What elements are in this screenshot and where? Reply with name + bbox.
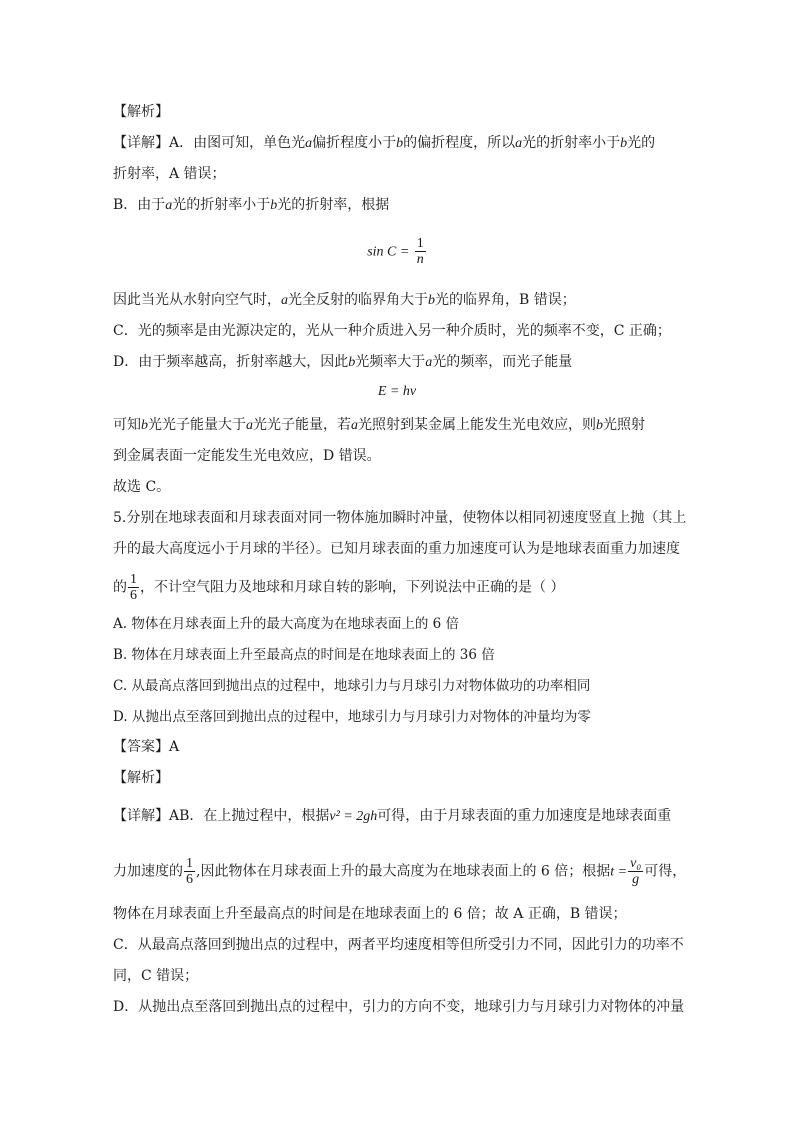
text: 光的折射率小于: [522, 135, 621, 151]
q5-detail-ab-line-3: 物体在月球表面上升至最高点的时间是在地球表面上的 6 倍；故 A 正确，B 错误；: [113, 906, 627, 922]
q5-option-a: A. 物体在月球表面上升的最大高度为在地球表面上的 6 倍: [113, 616, 460, 632]
fraction-1-over-6: [184, 856, 195, 887]
text: 力加速度的: [113, 863, 183, 880]
var-b: b: [348, 355, 356, 370]
text: A．由图可知，单色光: [169, 135, 306, 151]
q5-stem-line-2: 升的最大高度远小于月球的半径）。已知月球表面的重力加速度可认为是地球表面重力加速度: [113, 541, 680, 557]
q5-answer: [113, 737, 179, 757]
text: 光的折射率，根据: [277, 197, 390, 213]
text: 光频率大于: [355, 354, 426, 370]
formula-lhs: sin C =: [367, 244, 410, 260]
text: 光的: [627, 135, 656, 151]
text: 光光子能量大于: [148, 417, 246, 433]
q4-line-d-end: 到金属表面一定能发生光电效应，D 错误。: [113, 448, 381, 464]
q4-choice: 故选 C。: [113, 479, 171, 495]
q5-xiangjie-label: 【详解】: [113, 808, 169, 824]
q4-jiexi-label: 【解析】: [113, 104, 169, 120]
fraction-v0-over-g: [628, 856, 643, 887]
numerator: 1: [186, 856, 193, 871]
text: ，不计空气阻力及地球和月球自转的影响，下列说法中正确的是（ ）: [140, 579, 565, 596]
q4-line-a-cont: 折射率，A 错误；: [113, 166, 226, 182]
q5-detail-c-line-1: C．从最高点落回到抛出点的过程中，两者平均速度相等但所受引力不同，因此引力的功率不: [113, 937, 684, 953]
numerator: 1: [130, 572, 137, 587]
q5-stem-line-1: 5.分别在地球表面和月球表面对同一物体施加瞬时冲量，使物体以相同初速度竖直上抛（其上: [113, 510, 687, 526]
q4-line-b: [113, 195, 389, 216]
numerator: 1: [416, 236, 424, 251]
denominator: 6: [130, 588, 137, 603]
text: 的: [113, 579, 127, 596]
var-b: b: [396, 136, 404, 151]
text: 可知: [113, 417, 141, 433]
var-a: a: [246, 418, 253, 433]
q5-stem-line-3: [113, 572, 564, 603]
q5-detail-c-line-2: 同，C 错误；: [113, 968, 199, 984]
formula-v2-2gh: v² = 2gh: [329, 809, 378, 824]
denominator: n: [416, 252, 424, 267]
var-a: a: [281, 293, 288, 308]
text: 因此当光从水射向空气时，: [113, 292, 281, 308]
q5-option-c: C. 从最高点落回到抛出点的过程中，地球引力与月球引力对物体做功的功率相同: [113, 678, 591, 694]
q5-detail-ab-line-1: [113, 806, 671, 827]
var-a: a: [425, 355, 433, 370]
fraction-1-over-n: [415, 236, 426, 267]
var-a: a: [305, 136, 313, 151]
var-a: a: [515, 136, 523, 151]
q4-line-d-cont: [113, 415, 645, 436]
denominator: g: [632, 872, 640, 887]
text: ,因此物体在月球表面上升的最大高度为在地球表面上的 6 倍；根据: [196, 863, 611, 880]
q5-option-d: D. 从抛出点至落回到抛出点的过程中，地球引力与月球引力对物体的冲量均为零: [113, 709, 591, 725]
q4-line-d: [113, 352, 572, 373]
denominator: 6: [186, 872, 193, 887]
answer-label: 【答案】: [113, 739, 169, 755]
q4-xiangjie-label: 【详解】: [113, 135, 169, 151]
text: 光的折射率小于: [172, 197, 271, 213]
var-a: a: [351, 418, 358, 433]
numerator: v₀: [630, 856, 642, 871]
formula-text: E = hν: [377, 384, 417, 399]
text: 光的频率，而光子能量: [432, 354, 573, 370]
q5-jiexi-label: 【解析】: [113, 770, 169, 786]
text: 光光子能量，若: [253, 417, 351, 433]
q5-option-b: B. 物体在月球表面上升至最高点的时间是在地球表面上的 36 倍: [113, 647, 495, 663]
text: 可得，由于月球表面的重力加速度是地球表面重: [377, 808, 672, 824]
text: 可得，: [644, 863, 687, 880]
text: 光照射: [603, 417, 645, 433]
var-b: b: [428, 293, 435, 308]
answer-value: A: [169, 739, 180, 755]
q5-detail-d-line-1: D．从抛出点至落回到抛出点的过程中，引力的方向不变，地球引力与月球引力对物体的冲量: [113, 999, 685, 1015]
text: D．由于频率越高，折射率越大，因此: [113, 354, 349, 370]
formula-e-h-nu: [0, 381, 794, 402]
formula-t-eq: t =: [610, 864, 628, 880]
fraction-1-over-6: [128, 572, 139, 603]
q5-detail-ab-line-2: [113, 856, 686, 887]
var-b: b: [270, 198, 278, 213]
text: AB．在上抛过程中，根据: [169, 808, 330, 824]
text: 偏折程度小于: [312, 135, 397, 151]
formula-sin-c: [0, 236, 794, 267]
text: 的偏折程度，所以: [403, 135, 516, 151]
var-b: b: [596, 418, 603, 433]
var-b: b: [620, 136, 628, 151]
q4-line-b-cont: [113, 290, 576, 311]
text: 光的临界角，B 错误；: [435, 292, 576, 308]
var-a: a: [165, 198, 173, 213]
q4-detail-line-a: [113, 133, 655, 154]
text: 光全反射的临界角大于: [288, 292, 428, 308]
var-b: b: [141, 418, 148, 433]
text: 光照射到某金属上能发生光电效应，则: [358, 417, 596, 433]
text: B．由于: [113, 197, 166, 213]
q4-line-c: C．光的频率是由光源决定的，光从一种介质进入另一种介质时，光的频率不变，C 正确；: [113, 323, 671, 339]
